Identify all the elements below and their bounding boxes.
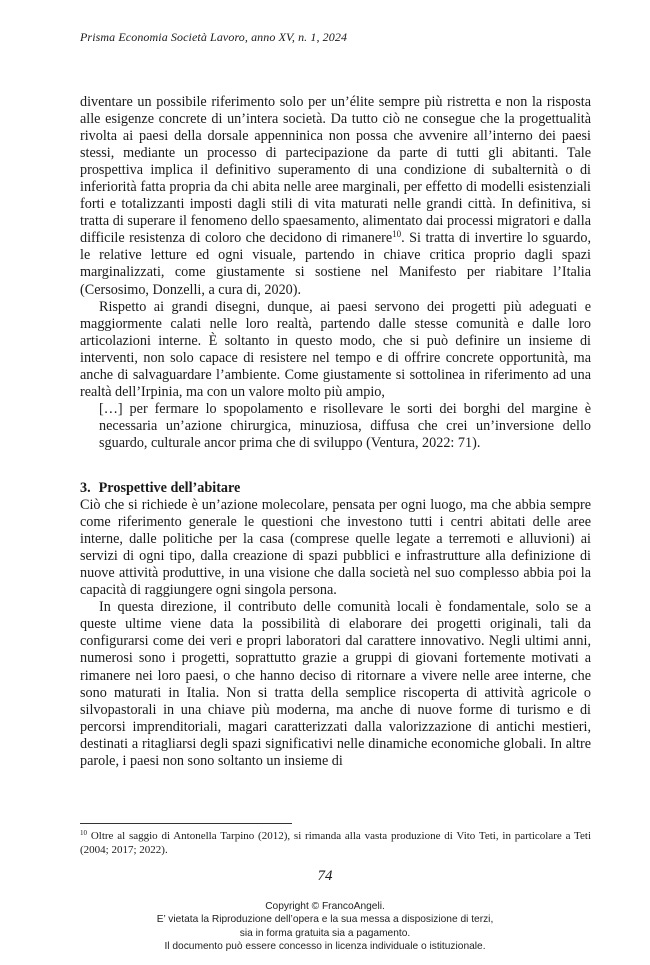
- footnote-10: [80, 830, 591, 857]
- footnote-text: Oltre al saggio di Antonella Tarpino (2012), si rimanda alla vasta produzione di Vito Teti, in particolare a Teti (2004; 2017; 2022).: [80, 830, 592, 856]
- paragraph-1-text-a: diventare un possibile riferimento solo per un’élite sempre più ristretta e non la risposta alle esigenze concrete di un’intera società. Da tutto ciò ne consegue che la progettualità rivolta ai paesi della dorsale appenninica non possa che avvenire all’interno dei paesi stessi, mediante un processo di partecipazione da parte di tutti gli abitanti. Tale prospettiva implica il definitivo superamento di una condizione di subalternità o di inferiorità fatta propria da chi abita nelle aree marginali, per effetto di modelli esistenziali forti e totalizzanti imposti dagli stili di vita maturati nelle grandi città. In definitiva, si tratta di superare il fenomeno dello spaesamento, alimentato dai processi migratori e dalla difficile resistenza di coloro che decidono di rimanere: [80, 94, 591, 247]
- paragraph-4: In questa direzione, il contributo delle comunità locali è fondamentale, solo se a queste ultime viene data la possibilità di elaborare dei progetti originali, tali da configurarsi come dei veri e propri laboratori dal carattere innovativo. Negli ultimi anni, numerosi sono i progetti, soprattutto grazie a gruppi di giovani fortemente motivati a rimanere nei loro paesi, o che hanno deciso di ritornare a vivere nelle aree interne, che sono maturati in Italia. Non si tratta della semplice riscoperta di attività agricole o silvopastorali in una chiave più moderna, ma anche di nuove forme di turismo e di percorsi imprenditoriali, magari caratterizzati dalla valorizzazione di antichi mestieri, destinati a ritagliarsi degli spazi significativi nelle dinamiche economiche globali. In altre parole, i paesi non sono soltanto un insieme di: [80, 599, 591, 769]
- page-number: 74: [317, 868, 333, 884]
- copyright-line-2: E’ vietata la Riproduzione dell’opera e la sua messa a disposizione di terzi,: [156, 914, 494, 926]
- article-body: [80, 94, 591, 770]
- copyright-line-3: sia in forma gratuita sia a pagamento.: [239, 927, 411, 939]
- copyright-line-1: Copyright © FrancoAngeli.: [265, 901, 385, 912]
- running-header: [80, 30, 590, 45]
- footnote-number: 10: [80, 829, 87, 837]
- block-quote: […] per fermare lo spopolamento e risollevare le sorti dei borghi del margine è necessaria un’azione chirurgica, minuziosa, diffusa che crei un’inversione dello sguardo, culturale ancor prima che di sviluppo (Ventura, 2022: 71).: [99, 400, 591, 451]
- journal-title: Prisma Economia Società Lavoro, anno XV, n. 1, 2024: [80, 30, 348, 44]
- footnote-divider: [80, 823, 292, 824]
- copyright-notice: [0, 900, 650, 953]
- section-number: 3.: [80, 479, 91, 496]
- section-title: Prospettive dell’abitare: [98, 479, 241, 496]
- paragraph-1: [80, 94, 591, 299]
- section-heading: [80, 480, 591, 497]
- copyright-line-4: Il documento può essere concesso in licenza individuale o istituzionale.: [164, 940, 486, 952]
- paragraph-1-text-b: . Si tratta di invertire lo sguardo, le relative letture ed ogni visuale, partendo in chiave critica proprio dagli spazi marginalizzati, come giustamente si sostiene nel Manifesto per riabitare l’Italia (Cersosimo, Donzelli, a cura di, 2020).: [80, 230, 591, 298]
- paragraph-3: Ciò che si richiede è un’azione molecolare, pensata per ogni luogo, ma che abbia sempre come riferimento generale le questioni che investono tutti i centri abitati delle aree interne, dalle politiche per la casa (comprese quelle legate a terremoti e alluvioni) ai servizi di ogni tipo, dalla creazione di spazi pubblici e infrastrutture alla definizione di nuove attività produttive, in una visione che dalla società nel suo complesso abbia poi la capacità di raggiungere ogni singola persona.: [80, 497, 591, 599]
- footnote-ref-10[interactable]: 10: [392, 229, 402, 240]
- paragraph-2: Rispetto ai grandi disegni, dunque, ai paesi servono dei progetti più adeguati e maggiormente calati nelle loro realtà, partendo dalle stesse comunità e dalle loro articolazioni interne. È soltanto in questo modo, che si può definire un insieme di interventi, non solo capace di resistere nel tempo e di offrire concrete opportunità, ma anche di salvaguardare l’ambiente. Come giustamente si sottolinea in riferimento ad una realtà dell’Irpinia, ma con un valore molto più ampio,: [80, 298, 591, 400]
